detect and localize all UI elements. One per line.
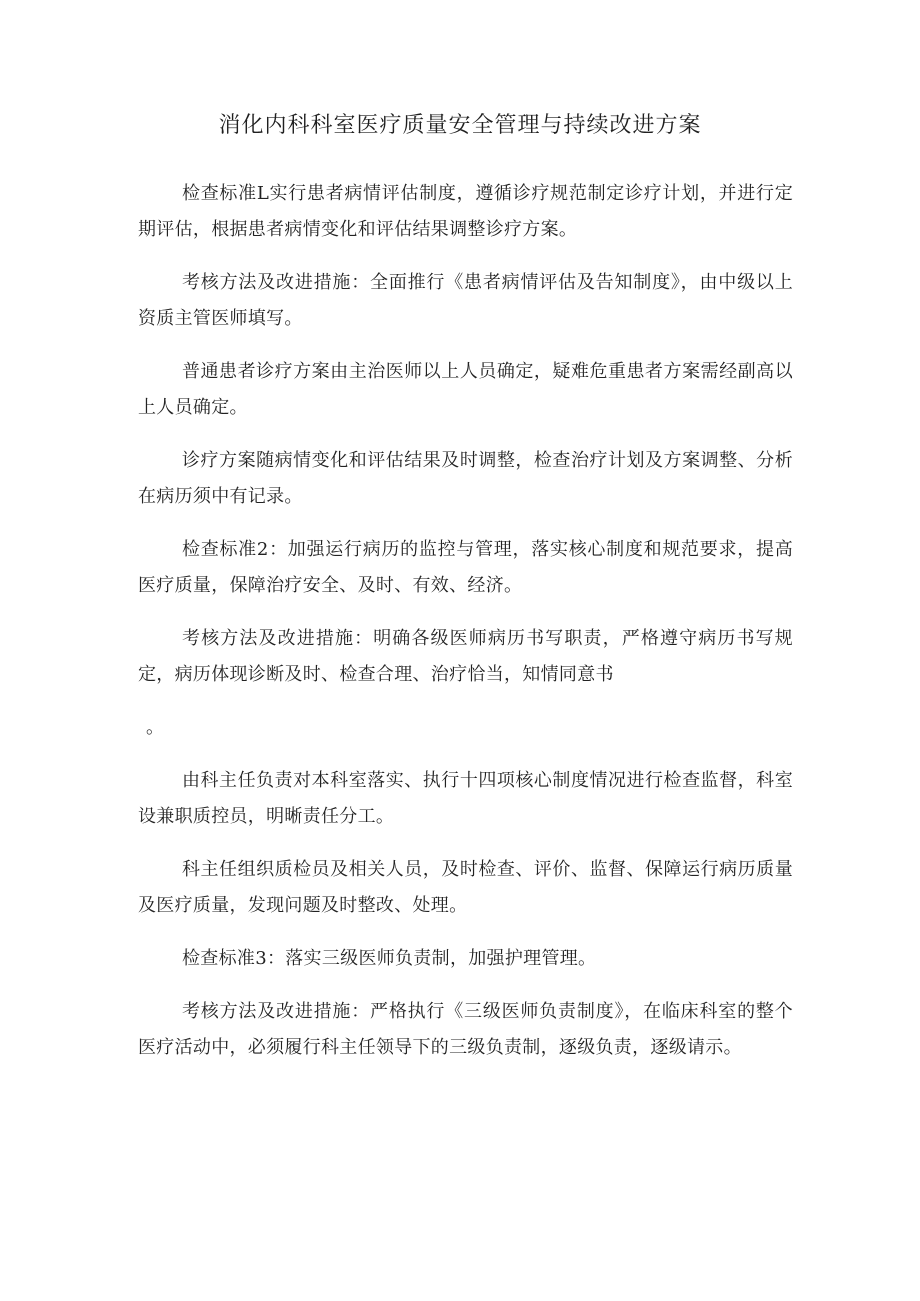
paragraph-check-standard-3: 检查标准3：落实三级医师负责制，加强护理管理。 bbox=[182, 948, 597, 969]
paragraph-assessment-1: 考核方法及改进措施：全面推行《患者病情评估及告知制度》，由中级以上资质主管医师填写。 bbox=[138, 272, 793, 329]
paragraph-check-standard-2: 检查标准2：加强运行病历的监控与管理，落实核心制度和规范要求，提高医疗质量，保障治疗安全、及时、有效、经济。 bbox=[138, 539, 793, 596]
paragraph-fragment: 。 bbox=[146, 717, 165, 738]
paragraph-treatment-plan: 普通患者诊疗方案由主治医师以上人员确定，疑难危重患者方案需经副高以上人员确定。 bbox=[138, 361, 793, 418]
document-body bbox=[138, 176, 793, 1083]
paragraph-assessment-2: 考核方法及改进措施：明确各级医师病历书写职责，严格遵守病历书写规定，病历体现诊断及时、检查合理、治疗恰当，知情同意书 bbox=[138, 628, 793, 685]
paragraph-assessment-3: 考核方法及改进措施：严格执行《三级医师负责制度》，在临床科室的整个医疗活动中，必须履行科主任领导下的三级负责制，逐级负责，逐级请示。 bbox=[138, 1001, 793, 1058]
paragraph-director-supervision: 由科主任负责对本科室落实、执行十四项核心制度情况进行检查监督，科室设兼职质控员，明晰责任分工。 bbox=[138, 770, 793, 827]
paragraph-plan-adjustment: 诊疗方案随病情变化和评估结果及时调整，检查治疗计划及方案调整、分析在病历须中有记录。 bbox=[138, 450, 793, 507]
paragraph-check-standard-1: 检查标准L实行患者病情评估制度，遵循诊疗规范制定诊疗计划，并进行定期评估，根据患者病情变化和评估结果调整诊疗方案。 bbox=[138, 183, 793, 240]
document-title: 消化内科科室医疗质量安全管理与持续改进方案 bbox=[218, 113, 702, 138]
paragraph-quality-inspection: 科主任组织质检员及相关人员，及时检查、评价、监督、保障运行病历质量及医疗质量，发现问题及时整改、处理。 bbox=[138, 859, 793, 916]
